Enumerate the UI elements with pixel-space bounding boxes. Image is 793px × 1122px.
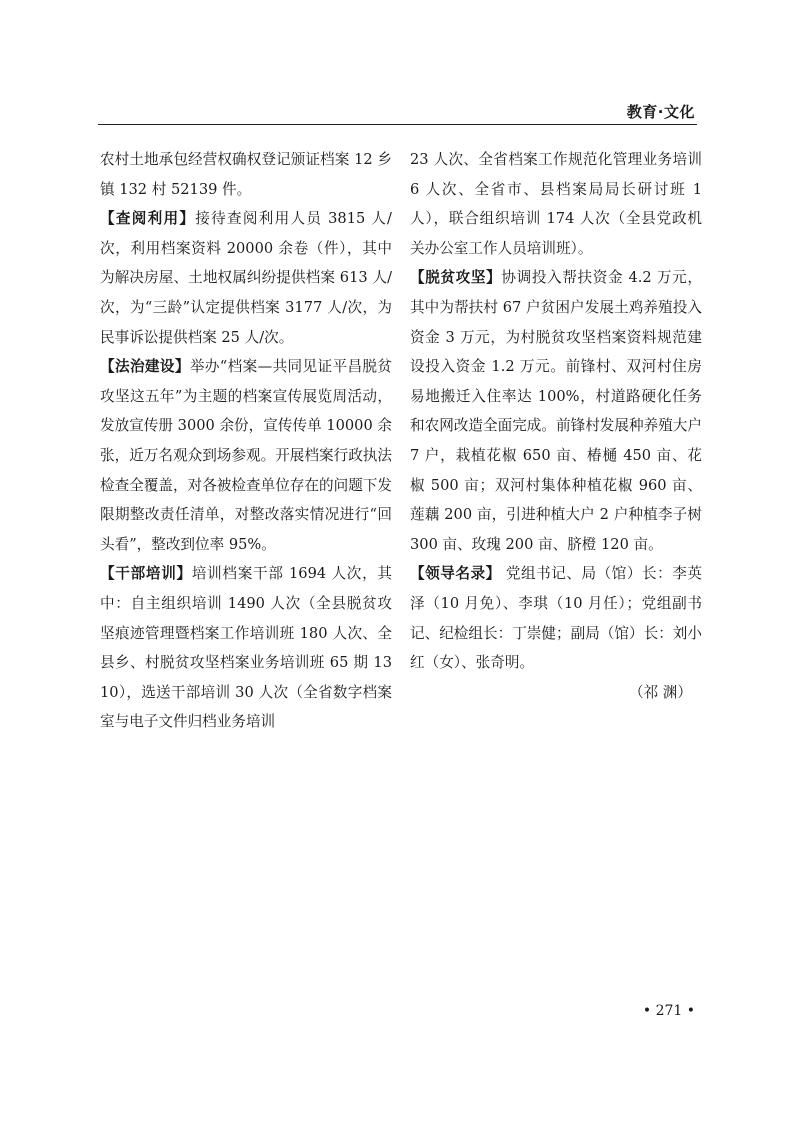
section-title-archive-use: 【查阅利用】 — [100, 210, 196, 228]
paragraph-text: 党组书记、局（馆）长：李英泽（10 月免）、李琪（10 月任）；党组副书记、纪检组长：丁崇健；副局（馆）长：刘小红（女）、张奇明。 — [410, 565, 702, 672]
right-column — [410, 145, 702, 707]
section-header-title: 教育·文化 — [626, 103, 695, 121]
section-title-leadership-list: 【领导名录】 — [410, 565, 501, 583]
paragraph-rule-of-law — [100, 352, 392, 559]
paragraph-continued — [100, 145, 392, 204]
header-rule — [98, 124, 697, 125]
paragraph-leadership-list — [410, 559, 702, 677]
section-title-cadre-training: 【干部培训】 — [100, 565, 192, 583]
paragraph-text: 农村土地承包经营权确权登记颁证档案 12 乡镇 132 村 52139 件。 — [100, 151, 392, 198]
paragraph-archive-use — [100, 204, 392, 352]
left-column — [100, 145, 392, 737]
paragraph-poverty-alleviation — [410, 263, 702, 559]
paragraph-text: 协调投入帮扶资金 4.2 万元，其中为帮扶村 67 户贫困户发展土鸡养殖投入资金 3 万元，为村脱贫攻坚档案资料规范建设投入资金 1.2 万元。前锋村、双河村住房易地搬迁入住率达 100%，村道路硬化任务和农网改造全面完成。前锋村发展种养殖大户 7 户，栽植花椒 650 亩、椿樋 450 亩、花椒 500 亩；双河村集体种植花椒 960 亩、莲藕 200 亩，引进种植大户 2 户种植李子树 300 亩、玫瑰 200 亩、脐橙 120 亩。 — [410, 269, 702, 553]
section-title-rule-of-law: 【法治建设】 — [100, 358, 190, 376]
section-title-poverty-alleviation: 【脱贫攻坚】 — [410, 269, 502, 287]
paragraph-text: 接待查阅利用人员 3815 人/次，利用档案资料 20000 余卷（件），其中为解决房屋、土地权属纠纷提供档案 613 人/次，为“三龄”认定提供档案 3177 人/次，为民事诉讼提供档案 25 人/次。 — [100, 210, 392, 346]
paragraph-text: 举办“档案—共同见证平昌脱贫攻坚这五年”为主题的档案宣传展览周活动，发放宣传册 3000 余份，宣传传单 10000 余张，近万名观众到场参观。开展档案行政执法检查全覆盖，对各被检查单位存在的问题下发限期整改责任清单，对整改落实情况进行“回头看”，整改到位率 95%。 — [100, 358, 392, 553]
paragraph-text: 培训档案干部 1694 人次，其中：自主组织培训 1490 人次（全县脱贫攻坚痕迹管理暨档案工作培训班 180 人次、全县乡、村脱贫攻坚档案业务培训班 65 期 1310），选送干部培训 30 人次（全省数字档案室与电子文件归档业务培训 — [100, 565, 392, 731]
paragraph-cadre-training — [100, 559, 392, 737]
paragraph-text: 23 人次、全省档案工作规范化管理业务培训 6 人次、全省市、县档案局局长研讨班 1 人），联合组织培训 174 人次（全县党政机关办公室工作人员培训班）。 — [410, 151, 702, 257]
paragraph-continued — [410, 145, 702, 263]
author-credit: （祁 渊） — [628, 683, 692, 701]
page-number: • 271 • — [642, 1003, 695, 1019]
